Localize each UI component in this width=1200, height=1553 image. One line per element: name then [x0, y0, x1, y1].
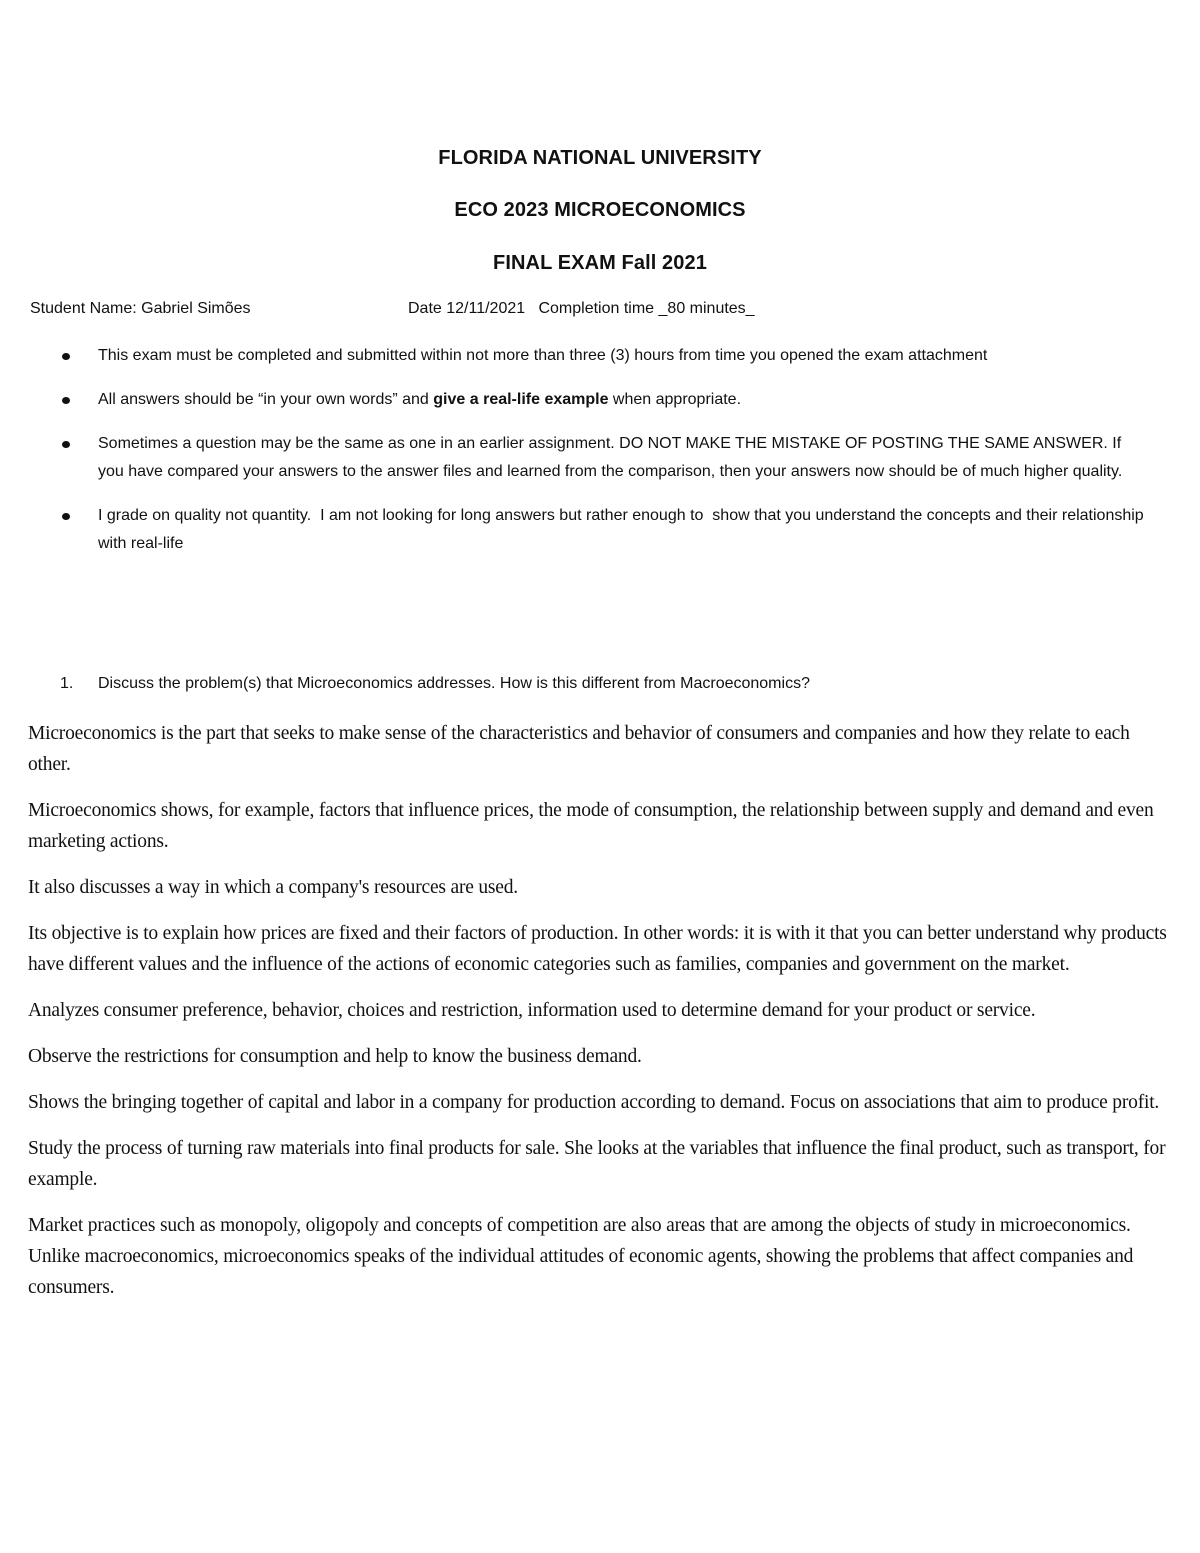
instructions-list	[60, 342, 1150, 574]
university-title: FLORIDA NATIONAL UNIVERSITY	[438, 147, 762, 169]
bullet-icon	[62, 513, 70, 520]
answer-paragraph: It also discusses a way in which a company's resources are used.	[28, 877, 518, 898]
instruction-text-bold: give a real-life example	[433, 391, 609, 408]
date-completion-time: Date 12/11/2021 Completion time _80 minutes_	[408, 300, 755, 317]
answer-paragraph: Shows the bringing together of capital and labor in a company for production according to demand. Focus on associations that aim to produce profit.	[28, 1092, 1160, 1113]
instruction-text: This exam must be completed and submitted within not more than three (3) hours from time you opened the exam attachment	[98, 347, 988, 364]
answer-section	[28, 718, 1176, 1318]
instruction-item	[60, 342, 1150, 370]
instruction-text: Sometimes a question may be the same as one in an earlier assignment. DO NOT MAKE THE MISTAKE OF POSTING THE SAME ANSWER. If you have compared your answers to the answer files and learned from the comparison, then your answers now should be of much higher quality.	[98, 435, 1123, 480]
instruction-text-end: when appropriate.	[608, 391, 742, 408]
exam-title: FINAL EXAM Fall 2021	[493, 252, 707, 274]
instruction-item	[60, 502, 1150, 558]
answer-paragraph: Microeconomics is the part that seeks to make sense of the characteristics and behavior of consumers and companies and how they relate to each other.	[28, 723, 1130, 775]
bullet-icon	[62, 353, 70, 360]
question-1	[60, 675, 810, 693]
instruction-text-start: All answers should be “in your own words” and	[98, 391, 434, 408]
bullet-icon	[62, 397, 70, 404]
instruction-item	[60, 386, 1150, 414]
answer-paragraph: Its objective is to explain how prices are fixed and their factors of production. In other words: it is with it that you can better understand why products have different values and the influence of the actions of economic categories such as families, companies and government on the market.	[28, 923, 1167, 975]
answer-paragraph: Study the process of turning raw materials into final products for sale. She looks at the variables that influence the final product, such as transport, for example.	[28, 1138, 1166, 1190]
bullet-icon	[62, 441, 70, 448]
answer-paragraph: Observe the restrictions for consumption and help to know the business demand.	[28, 1046, 642, 1067]
instruction-item	[60, 430, 1150, 486]
student-name: Student Name: Gabriel Simões	[30, 300, 251, 317]
answer-paragraph: Microeconomics shows, for example, factors that influence prices, the mode of consumption, the relationship between supply and demand and even marketing actions.	[28, 800, 1154, 852]
instruction-text: I grade on quality not quantity. I am not looking for long answers but rather enough to show that you understand the concepts and their relationship with real-life	[98, 507, 1149, 552]
answer-paragraph: Analyzes consumer preference, behavior, choices and restriction, information used to determine demand for your product or service.	[28, 1000, 1036, 1021]
question-number: 1.	[60, 675, 74, 692]
question-text: Discuss the problem(s) that Microeconomics addresses. How is this different from Macroeconomics?	[98, 675, 810, 692]
answer-paragraph: Market practices such as monopoly, oligopoly and concepts of competition are also areas that are among the objects of study in microeconomics. Unlike macroeconomics, microeconomics speaks of the individual attitudes of economic agents, showing the problems that affect companies and consumers.	[28, 1215, 1134, 1298]
course-title: ECO 2023 MICROECONOMICS	[454, 199, 746, 221]
